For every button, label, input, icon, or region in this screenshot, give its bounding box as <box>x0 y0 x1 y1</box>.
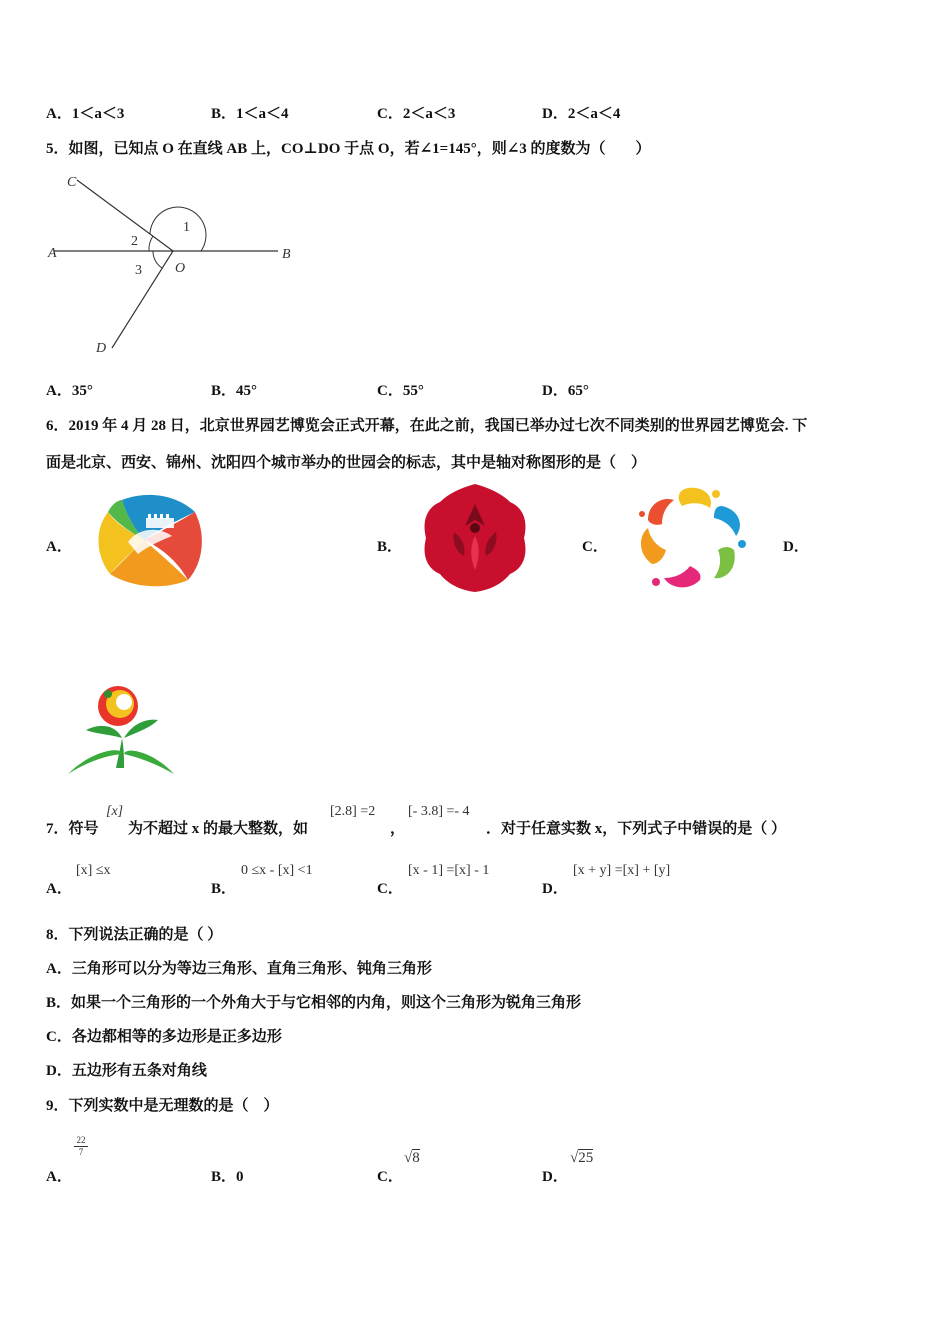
q9-option-a-letter: A． <box>46 1169 72 1185</box>
q8-option-a <box>46 957 432 978</box>
label-d: D <box>96 341 107 356</box>
fraction-numerator: 22 <box>74 1135 88 1147</box>
jinzhou-expo-logo <box>636 484 748 592</box>
q6-option-a-letter: A． <box>46 539 72 555</box>
option-letter: C． <box>377 383 403 399</box>
option-text: 65° <box>567 383 589 399</box>
label-angle-2: 2 <box>131 234 138 249</box>
option-letter: B． <box>46 995 72 1011</box>
q5-option-c <box>377 379 424 400</box>
q7-symbol-x: [x] <box>106 804 124 819</box>
label-a: A <box>48 246 57 261</box>
shenyang-expo-logo <box>62 680 180 778</box>
q7-option-a-math: [x] ≤x <box>76 863 111 878</box>
sqrt-symbol: √ <box>404 1150 413 1166</box>
q9-option-a-fraction <box>74 1135 88 1158</box>
q5-option-b <box>211 379 257 400</box>
option-letter: B． <box>211 383 237 399</box>
q8-option-d <box>46 1059 207 1080</box>
option-text: 0 <box>236 1169 244 1185</box>
q7-stem-part1: 7．符号 <box>46 821 99 837</box>
option-text: 1＜a＜3 <box>71 106 125 122</box>
option-letter: D． <box>542 106 568 122</box>
q6-option-d-letter: D． <box>783 539 809 555</box>
xian-expo-logo <box>420 480 530 596</box>
option-text: 35° <box>71 383 93 399</box>
option-letter: C． <box>46 1029 72 1045</box>
angle-1-arc <box>150 207 206 251</box>
angle-2-arc <box>149 236 153 251</box>
q9-option-c-sqrt <box>404 1150 420 1167</box>
label-angle-1: 1 <box>183 220 190 235</box>
angle-3-arc <box>153 251 162 268</box>
q7-comma: ， <box>390 821 406 837</box>
q5-option-a <box>46 379 93 400</box>
ray-od <box>112 251 173 348</box>
option-text: 三角形可以分为等边三角形、直角三角形、钝角三角形 <box>71 961 432 977</box>
q5-stem: 5．如图，已知点 O 在直线 AB 上，CO⊥DO 于点 O，若∠1=145°，则∠3 的度数为（ ） <box>46 141 651 157</box>
ray-oc <box>77 180 173 251</box>
option-text: 2＜a＜3 <box>402 106 456 122</box>
q7-option-d-math: [x + y] =[x] + [y] <box>573 863 671 878</box>
option-letter: B． <box>211 106 237 122</box>
q7-option-c-math: [x - 1] =[x] - 1 <box>408 863 490 878</box>
option-letter: D． <box>46 1063 72 1079</box>
q4-option-b <box>211 102 289 123</box>
q7-example-1: [2.8] =2 <box>330 804 376 819</box>
q8-stem: 8．下列说法正确的是（ ） <box>46 927 223 943</box>
label-b: B <box>282 247 291 262</box>
option-letter: D． <box>542 383 568 399</box>
option-text: 各边都相等的多边形是正多边形 <box>71 1029 282 1045</box>
q6-option-b-letter: B． <box>377 539 403 555</box>
option-letter: A． <box>46 961 72 977</box>
option-letter: A． <box>46 106 72 122</box>
option-text: 1＜a＜4 <box>236 106 289 122</box>
q6-option-c-letter: C． <box>582 539 608 555</box>
option-letter: A． <box>46 383 72 399</box>
option-text: 55° <box>402 383 424 399</box>
sqrt-radicand: 25 <box>578 1150 594 1166</box>
q5-angle-figure <box>40 168 310 360</box>
q8-option-b <box>46 991 581 1012</box>
label-o: O <box>175 261 186 276</box>
q7-example-2: [- 3.8] =- 4 <box>408 804 470 819</box>
q9-option-c-letter: C． <box>377 1169 403 1185</box>
option-letter: B． <box>211 1169 237 1185</box>
option-text: 五边形有五条对角线 <box>71 1063 207 1079</box>
option-text: 如果一个三角形的一个外角大于与它相邻的内角，则这个三角形为锐角三角形 <box>71 995 582 1011</box>
q7-option-b-letter: B． <box>211 881 237 897</box>
q4-option-d <box>542 102 620 123</box>
option-text: 2＜a＜4 <box>567 106 621 122</box>
q9-option-b <box>211 1165 244 1186</box>
q9-stem: 9．下列实数中是无理数的是（ ） <box>46 1098 279 1114</box>
beijing-expo-logo <box>92 490 208 590</box>
q7-stem-part3: ．对于任意实数 x，下列式子中错误的是（ ） <box>486 821 787 837</box>
q4-option-c <box>377 102 455 123</box>
fraction-denominator: 7 <box>78 1147 84 1157</box>
sqrt-radicand: 8 <box>412 1150 420 1166</box>
q6-stem-line1: 6．2019 年 4 月 28 日，北京世界园艺博览会正式开幕，在此之前，我国已举办过七次不同类别的世界园艺博览会. 下 <box>46 418 808 434</box>
q4-option-a <box>46 102 124 123</box>
q9-option-d-letter: D． <box>542 1169 568 1185</box>
q7-option-d-letter: D． <box>542 881 568 897</box>
q8-option-c <box>46 1025 282 1046</box>
option-text: 45° <box>236 383 258 399</box>
q7-option-c-letter: C． <box>377 881 403 897</box>
option-letter: C． <box>377 106 403 122</box>
q9-option-d-sqrt <box>570 1150 593 1167</box>
label-c: C <box>67 175 77 190</box>
label-angle-3: 3 <box>135 263 142 278</box>
q6-stem-line2: 面是北京、西安、锦州、沈阳四个城市举办的世园会的标志，其中是轴对称图形的是（ ） <box>46 455 647 471</box>
q5-option-d <box>542 379 589 400</box>
q7-stem-part2: 为不超过 x 的最大整数，如 <box>128 821 309 837</box>
sqrt-symbol: √ <box>570 1150 579 1166</box>
q7-option-a-letter: A． <box>46 881 72 897</box>
q7-option-b-math: 0 ≤x - [x] <1 <box>241 863 313 878</box>
